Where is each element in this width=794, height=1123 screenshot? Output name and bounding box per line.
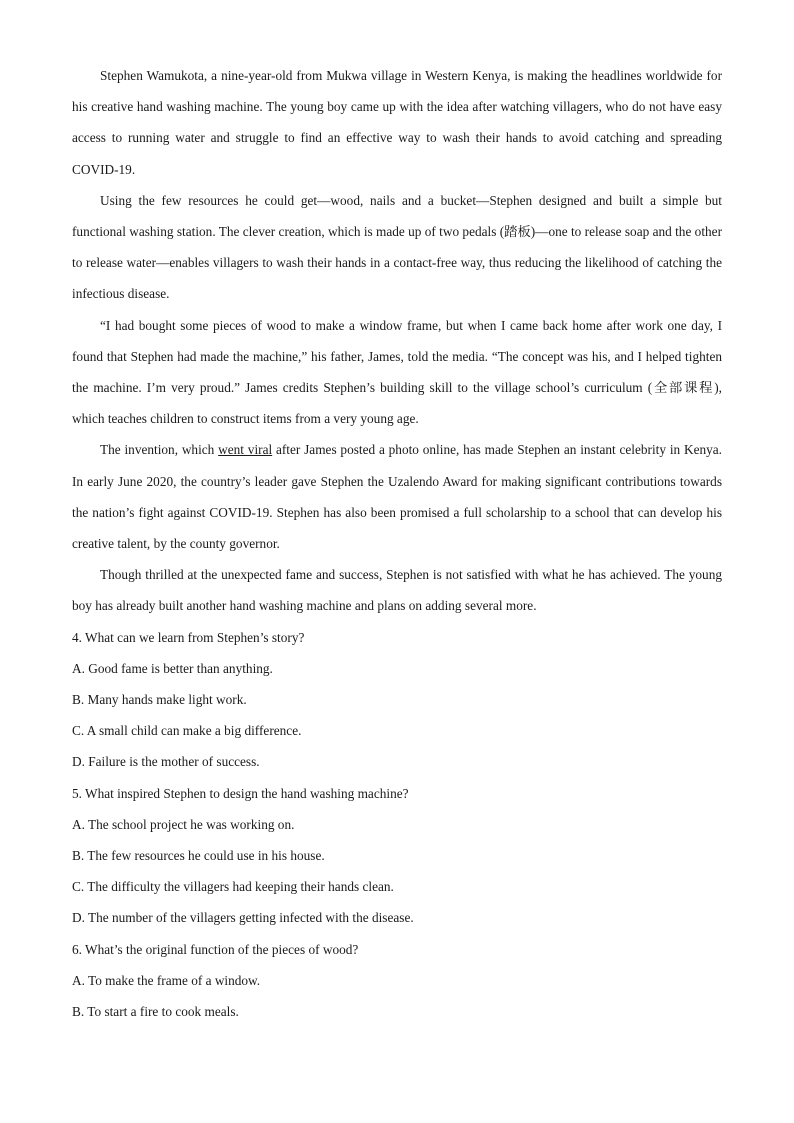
paragraph-4-text-end: after James posted a photo online, has made Stephen an instant celebrity in Kenya. In early June 2020, the country’s leader gave Stephen the Uzalendo Award for making significant contributions towards the nation’s fight against COVID-19. Stephen has also been promised a full scholarship to a school that can develop his creative talent, by the county governor.: [72, 442, 722, 552]
question-4: [72, 622, 722, 778]
option-a: A. Good fame is better than anything.: [72, 660, 273, 676]
option-b: B. To start a fire to cook meals.: [72, 1004, 239, 1020]
option-a: A. The school project he was working on.: [72, 816, 295, 832]
passage-paragraph-4: [72, 434, 722, 559]
question-5: [72, 778, 722, 934]
option-d: D. The number of the villagers getting infected with the disease.: [72, 910, 414, 926]
option-b: B. The few resources he could use in his house.: [72, 848, 325, 864]
passage-paragraph-1: Stephen Wamukota, a nine-year-old from Mukwa village in Western Kenya, is making the headlines worldwide for his creative hand washing machine. The young boy came up with the idea after watching villagers, who do not have easy access to running water and struggle to find an effective way to wash their hands to avoid catching and spreading COVID-19.: [72, 68, 722, 177]
question-6: [72, 934, 722, 1028]
underlined-phrase: went viral: [218, 442, 273, 458]
option-c: C. The difficulty the villagers had keeping their hands clean.: [72, 879, 394, 895]
paragraph-4-text-start: The invention, which: [100, 442, 219, 458]
passage-paragraph-3: “I had bought some pieces of wood to make a window frame, but when I came back home after work one day, I found that Stephen had made the machine,” his father, James, told the media. “The concept was his, and I helped tighten the machine. I’m very proud.” James credits Stephen’s building skill to the village school’s curriculum (全部课程), which teaches children to construct items from a very young age.: [72, 317, 722, 427]
passage-paragraph-5: Though thrilled at the unexpected fame and success, Stephen is not satisfied with what he has achieved. The young boy has already built another hand washing machine and plans on adding several more.: [72, 567, 722, 614]
question-stem: 5. What inspired Stephen to design the hand washing machine?: [72, 785, 409, 801]
document-page: [72, 60, 722, 1027]
question-stem: 6. What’s the original function of the pieces of wood?: [72, 941, 359, 957]
option-d: D. Failure is the mother of success.: [72, 754, 260, 770]
option-a: A. To make the frame of a window.: [72, 972, 261, 988]
option-b: B. Many hands make light work.: [72, 692, 247, 708]
passage-paragraph-2: Using the few resources he could get—wood, nails and a bucket—Stephen designed and built a simple but functional washing station. The clever creation, which is made up of two pedals (踏板)—one to release soap and the other to release water—enables villagers to wash their hands in a contact-free way, thus reducing the likelihood of catching the infectious disease.: [72, 192, 722, 302]
option-c: C. A small child can make a big difference.: [72, 723, 302, 739]
question-stem: 4. What can we learn from Stephen’s story?: [72, 629, 305, 645]
